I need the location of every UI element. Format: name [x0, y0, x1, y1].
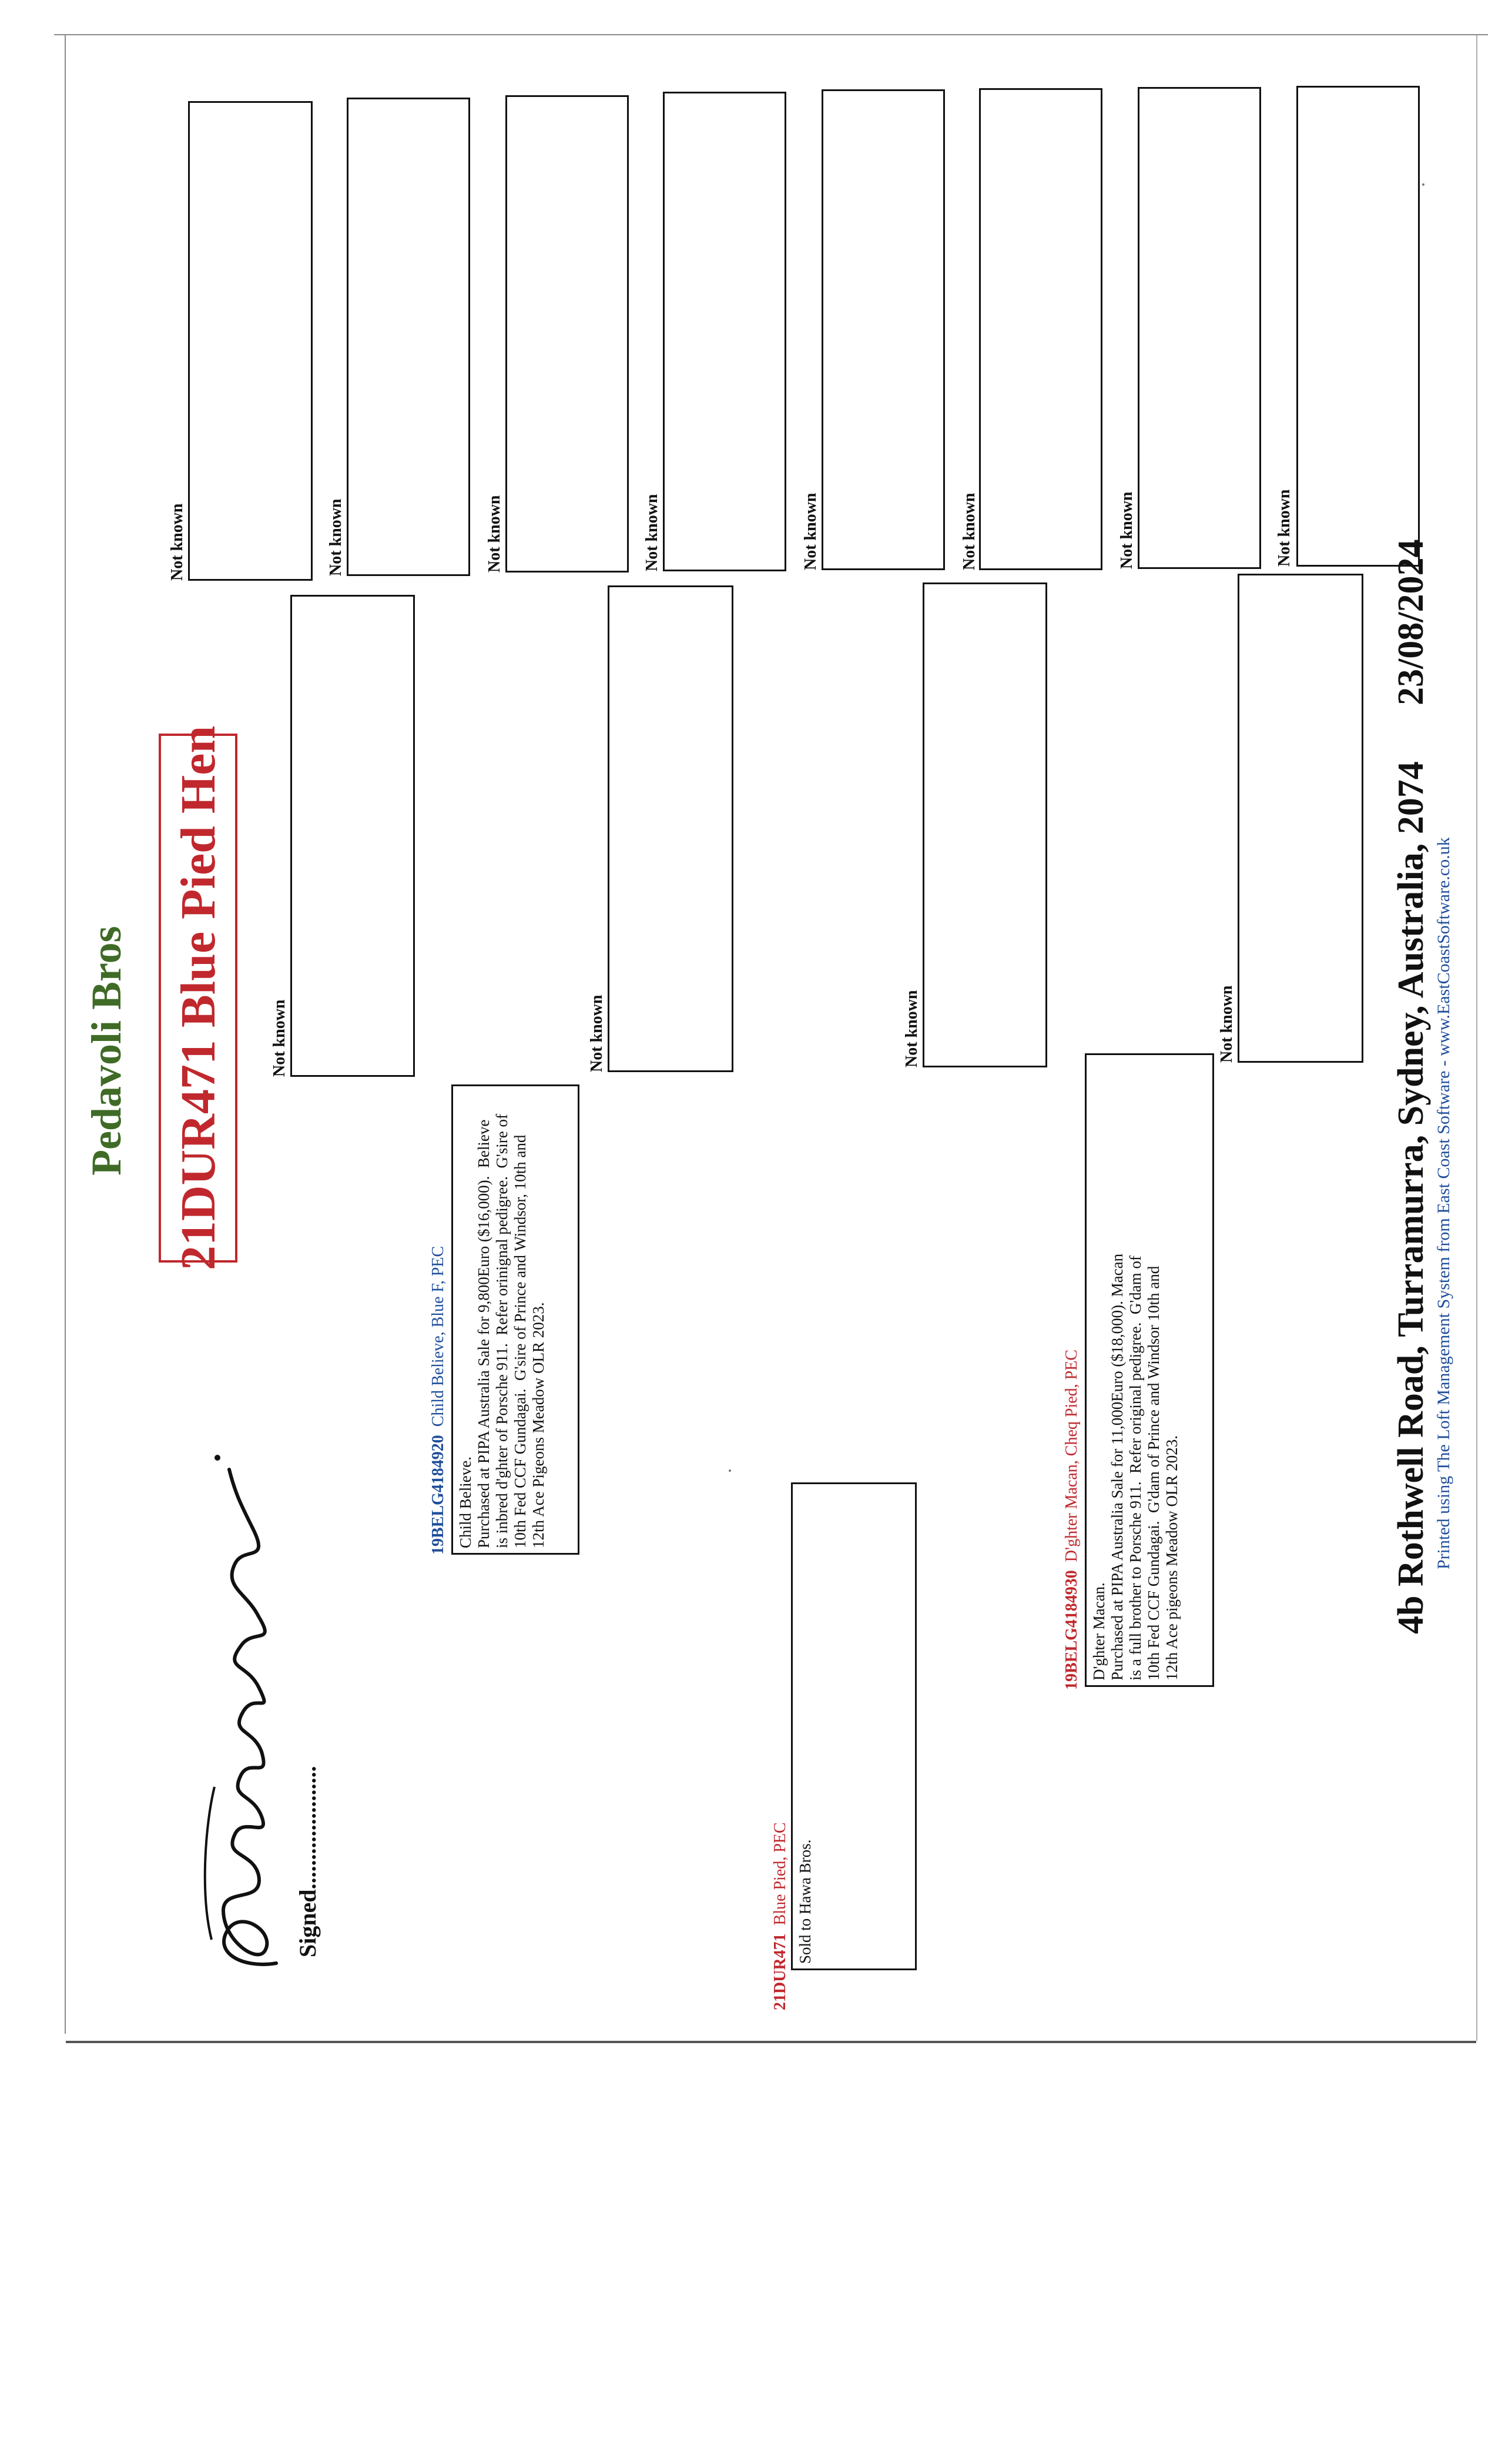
gen4-label-5: Not known	[802, 493, 820, 570]
subject-ring	[771, 1822, 790, 2010]
pedigree-sheet	[0, 35, 1495, 2093]
sire-dam-label: Not known	[588, 995, 606, 1072]
gen4-box-3	[505, 95, 629, 573]
gen4-label-3: Not known	[485, 495, 504, 573]
gen4-label-4: Not known	[643, 494, 661, 571]
dam-sire-box	[923, 582, 1047, 1067]
gen4-box-6	[979, 88, 1102, 570]
subject-description: Blue Pied, PEC	[771, 1822, 789, 1926]
gen4-label-6: Not known	[960, 493, 978, 570]
gen4-label-2: Not known	[327, 498, 345, 576]
brand-name: Pedavoli Bros	[83, 926, 130, 1176]
gen4-box-7	[1138, 87, 1261, 569]
gen4-box-1	[188, 101, 313, 581]
gen4-box-4	[663, 92, 786, 571]
sire-ring	[429, 1246, 448, 1555]
gen4-label-1: Not known	[168, 503, 186, 581]
pedigree-title	[159, 725, 237, 1271]
print-date: 23/08/2024	[1391, 539, 1431, 705]
dam-ring-number: 19BELG4184930	[1062, 1570, 1081, 1690]
gen4-box-2	[347, 98, 470, 576]
dam-dam-label: Not known	[1218, 985, 1236, 1063]
handwritten-signature	[188, 1446, 306, 1975]
sire-sire-box	[290, 595, 415, 1077]
sire-ring-number: 19BELG4184920	[429, 1435, 447, 1555]
gen4-label-8: Not known	[1275, 489, 1293, 567]
dam-dam-box	[1238, 574, 1363, 1063]
sire-dam-box	[608, 585, 733, 1072]
sire-sire-label: Not known	[270, 999, 289, 1077]
sire-description: Child Believe, Blue F, PEC	[429, 1246, 447, 1427]
gen4-label-7: Not known	[1118, 491, 1136, 569]
gen4-box-5	[822, 89, 945, 570]
printed-by-note: Printed using The Loft Management System from East Coast Software - www.EastCoastSoftware.co.uk	[1434, 837, 1453, 1569]
gen4-box-8	[1296, 86, 1420, 567]
signed-line: Signed.....................	[294, 1766, 321, 1957]
pedigree-title-text: 21DUR471 Blue Pied Hen	[170, 725, 226, 1271]
dam-description: D'ghter Macan, Cheq Pied, PEC	[1062, 1349, 1081, 1562]
dam-ring	[1062, 1350, 1081, 1690]
dam-sire-label: Not known	[903, 990, 921, 1067]
subject-notes-box: Sold to Hawa Bros.	[791, 1482, 917, 1970]
sire-notes-box: Child Believe. Purchased at PIPA Australia Sale for 9,800Euro ($16,000). Believe is inbred d'ghter of Porsche 911. Refer orinignal pedigree. G'sire of 10th Fed CCF Gundagai. G'sire of Prince and Windsor, 10th and 12th Ace Pigeons Meadow OLR 2023.	[451, 1084, 579, 1555]
address: 4b Rothwell Road, Turramurra, Sydney, Australia, 2074	[1391, 761, 1431, 1634]
dam-notes-box: D'ghter Macan. Purchased at PIPA Australia Sale for 11,000Euro ($18,000). Macan is a full brother to Porsche 911. Refer original pedigree. G'dam of 10th Fed CCF Gundagai. G'dam of Prince and Windsor 10th and 12th Ace pigeons Meadow OLR 2023.	[1085, 1053, 1214, 1687]
subject-ring-number: 21DUR471	[771, 1933, 789, 2010]
